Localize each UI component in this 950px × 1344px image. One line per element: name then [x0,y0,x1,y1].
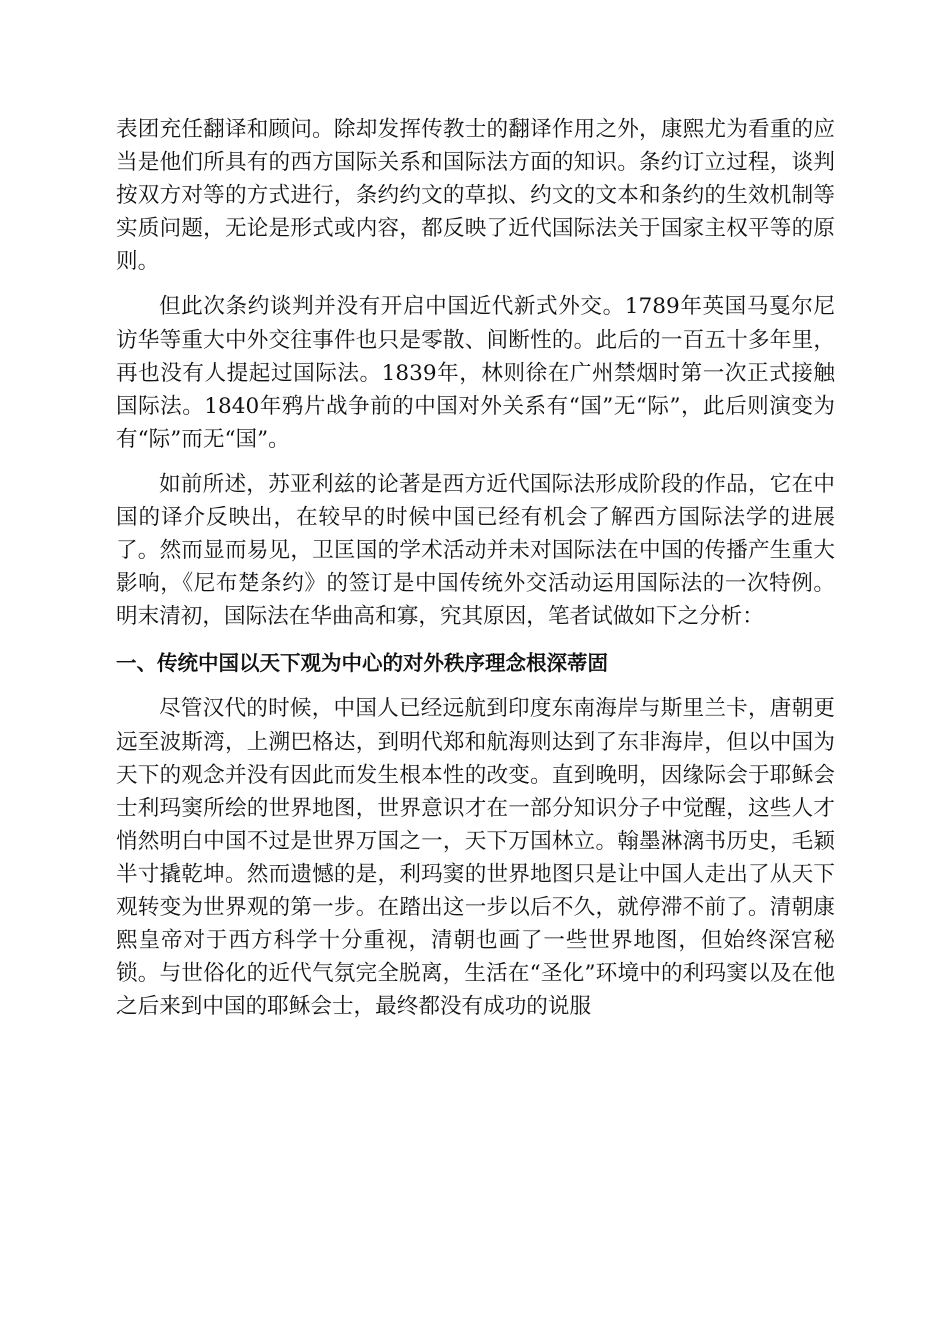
paragraph-suarez-works: 如前所述，苏亚利兹的论著是西方近代国际法形成阶段的作品，它在中国的译介反映出，在较早的时候中国已经有机会了解西方国际法学的进展了。然而显而易见，卫匡国的学术活动并未对国际法在中国的传播产生重大影响，《尼布楚条约》的签订是中国传统外交活动运用国际法的一次特例。明末清初，国际法在华曲高和寡，究其原因，笔者试做如下之分析： [116,471,835,630]
section-heading: 一、传统中国以天下观为中心的对外秩序理念根深蒂固 [116,651,608,676]
paragraph-continuation: 表团充任翻译和顾问。除却发挥传教士的翻译作用之外，康熙尤为看重的应当是他们所具有的西方国际关系和国际法方面的知识。条约订立过程，谈判按双方对等的方式进行，条约约文的草拟、约文的文本和条约的生效机制等实质问题，无论是形式或内容，都反映了近代国际法关于国家主权平等的原则。 [116,117,835,275]
paragraph-treaty-negotiation: 但此次条约谈判并没有开启中国近代新式外交。1789年英国马戛尔尼访华等重大中外交往事件也只是零散、间断性的。此后的一百五十多年里，再也没有人提起过国际法。1839年，林则徐在广州禁烟时第一次正式接触国际法。1840年鸦片战争前的中国对外关系有“国”无“际”，此后则演变为有“际”而无“国”。 [116,294,835,452]
paragraph-tianxia-view: 尽管汉代的时候，中国人已经远航到印度东南海岸与斯里兰卡，唐朝更远至波斯湾，上溯巴格达，到明代郑和航海则达到了东非海岸，但以中国为天下的观念并没有因此而发生根本性的改变。直到晚明，因缘际会于耶稣会士利玛窦所绘的世界地图，世界意识才在一部分知识分子中觉醒，这些人才悄然明白中国不过是世界万国之一，天下万国林立。翰墨淋漓书历史，毛颖半寸撬乾坤。然而遗憾的是，利玛窦的世界地图只是让中国人走出了从天下观转变为世界观的第一步。在踏出这一步以后不久，就停滞不前了。清朝康熙皇帝对于西方科学十分重视，清朝也画了一些世界地图，但始终深宫秘锁。与世俗化的近代气氛完全脱离，生活在“圣化”环境中的利玛窦以及在他之后来到中国的耶稣会士，最终都没有成功的说服 [116,696,835,1020]
document-page [116,113,835,1023]
